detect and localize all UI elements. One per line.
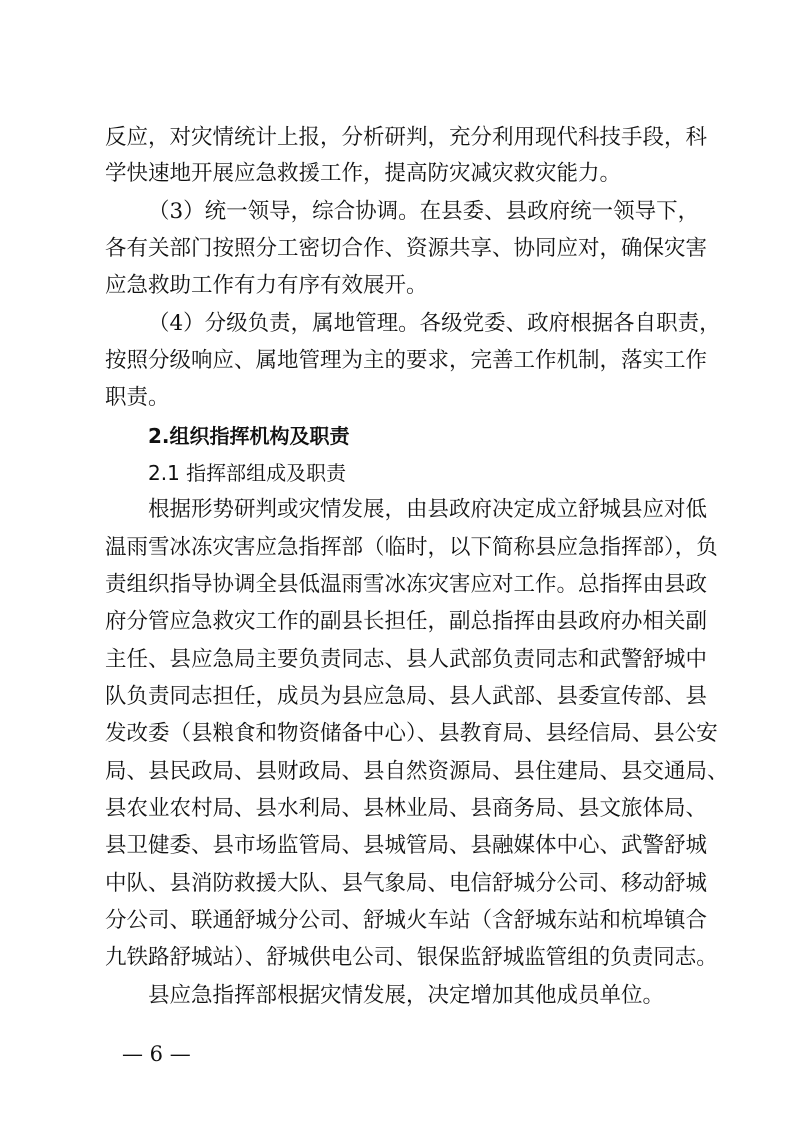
text-line: 发改委（县粮食和物资储备中心）、县教育局、县经信局、县公安 [105, 721, 718, 746]
text-line: 根据形势研判或灾情发展，由县政府决定成立舒城县应对低 [148, 497, 708, 522]
text-line: （3）统一领导，综合协调。在县委、县政府统一领导下， [148, 199, 700, 224]
subsection-heading: 2.1 指挥部组成及职责 [148, 461, 347, 485]
text-line: 局、县民政局、县财政局、县自然资源局、县住建局、县交通局、 [105, 759, 729, 784]
text-line: 中队、县消防救援大队、县气象局、电信舒城分公司、移动舒城 [105, 871, 708, 896]
text-line: 队负责同志担任，成员为县应急局、县人武部、县委宣传部、县 [105, 684, 708, 709]
text-line: 职责。 [105, 385, 170, 410]
text-line: 温雨雪冰冻灾害应急指挥部（临时，以下简称县应急指挥部），负 [105, 535, 718, 560]
text-line: 府分管应急救灾工作的副县长担任，副总指挥由县政府办相关副 [105, 609, 708, 634]
text-line: 主任、县应急局主要负责同志、县人武部负责同志和武警舒城中 [105, 647, 708, 672]
text-line: 责组织指导协调全县低温雨雪冰冻灾害应对工作。总指挥由县政 [105, 572, 708, 597]
text-line: 按照分级响应、属地管理为主的要求，完善工作机制，落实工作 [105, 348, 708, 373]
text-line: 学快速地开展应急救援工作，提高防灾减灾救灾能力。 [105, 161, 622, 186]
text-line: 分公司、联通舒城分公司、舒城火车站（含舒城东站和杭埠镇合 [105, 908, 708, 933]
page-number: — 6 — [122, 1042, 191, 1066]
text-line: 九铁路舒城站）、舒城供电公司、银保监舒城监管组的负责同志。 [105, 945, 718, 970]
text-line: 县农业农村局、县水利局、县林业局、县商务局、县文旅体局、 [105, 796, 708, 821]
text-line: 各有关部门按照分工密切合作、资源共享、协同应对，确保灾害 [105, 236, 708, 261]
text-line: 应急救助工作有力有序有效展开。 [105, 273, 428, 298]
text-line: 县卫健委、县市场监管局、县城管局、县融媒体中心、武警舒城 [105, 833, 708, 858]
text-line: 反应，对灾情统计上报，分析研判，充分利用现代科技手段，科 [105, 125, 708, 150]
text-line: （4）分级负责，属地管理。各级党委、政府根据各自职责， [148, 311, 721, 336]
section-heading: 2.组织指挥机构及职责 [148, 424, 350, 448]
text-line: 县应急指挥部根据灾情发展，决定增加其他成员单位。 [148, 983, 665, 1008]
